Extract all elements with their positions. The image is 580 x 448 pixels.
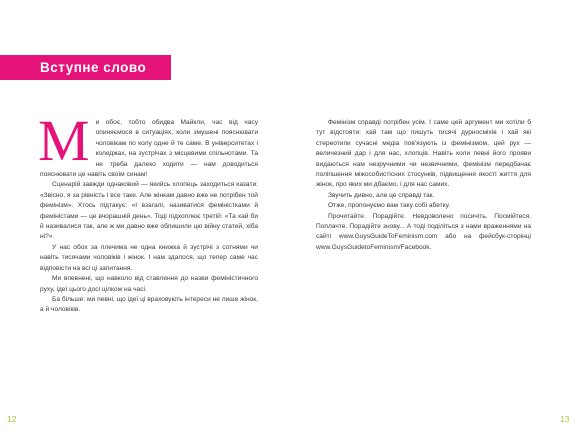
- paragraph: Сценарій завжди однаковий — якийсь хлопець заходиться казати: «Звісно, я за рівність і все таке. Але жінкам давно вже не потрібен той фемінізм». Хтось підтакує: «І взагалі, називатися феміністками й феміністами — це вчорашній день». Тоді підхоплює третій: «Та хай би й називалися так, але ж ми давно вже облишили цю війну статей, хіба ні?»: [40, 181, 258, 241]
- paragraph: У нас обох за плечима не одна книжка й зустрічі з сотнями чи навіть тисячами чоловіків і жінок. І нам здалося, що тепер саме час відповісти на всі ці запитання.: [40, 243, 258, 272]
- paragraph: [38, 108, 258, 180]
- paragraph: Звучить дивно, але це справді так.: [328, 191, 435, 199]
- page-number-right: 13: [560, 414, 570, 424]
- paragraph: Фемінізм справді потрібен усім. І саме цей аргумент ми хотіли б тут відстояти: хай там що пишуть тисячі дурносміхів і хай які стереотипи сучасні медіа пов'язують із фемінізмом, цей рух — величезний дар і для нас, хлопців. Навіть коли певні його прояви видаються нам незручними чи незвичними, фемінізм передбачає поліпшення міжособистісних стосунків, підвищення якості життя для жінок, про яких ми дбаємо, і для нас самих.: [316, 119, 531, 189]
- paragraph: Ба більше: ми певні, що ідеї ці враховують інтереси не лише жінок, а й чоловіків.: [40, 295, 258, 314]
- paragraph: Прочитайте. Порадійте. Невдоволено посичіть. Посмійтеся. Поплачте. Порадійте знову... А тоді поділіться з нами враженнями на сайті www.GuysGuideToFeminism.com або на фейсбук-сторінці www.GuysGuidetoFeminism/Facebook.: [316, 212, 531, 251]
- left-page-text: [38, 108, 258, 316]
- right-page-text: [316, 118, 531, 253]
- paragraph: Ми впевнені, що навколо від ставлення до назви феміністичного руху, ідеї цього досі цілком на часі.: [40, 275, 258, 293]
- drop-cap: М: [38, 108, 90, 173]
- section-title: Вступне слово: [40, 60, 147, 75]
- section-title-banner: [0, 55, 171, 80]
- paragraph: Отже, пропонуємо вам таку собі абетку.: [328, 202, 451, 210]
- paragraph-text: и обоє, тобто обидва Майкли, час від часу опиняємося в ситуаціях, коли змушені пояснювати чоловікам по колу одне й те саме. В університетах і коледжах, на зустрічах з місцевими спільнотами. Та не треба далеко ходити — нам доводиться пояснювати це навіть своїм синам!: [40, 119, 258, 179]
- page-number-left: 12: [7, 414, 17, 424]
